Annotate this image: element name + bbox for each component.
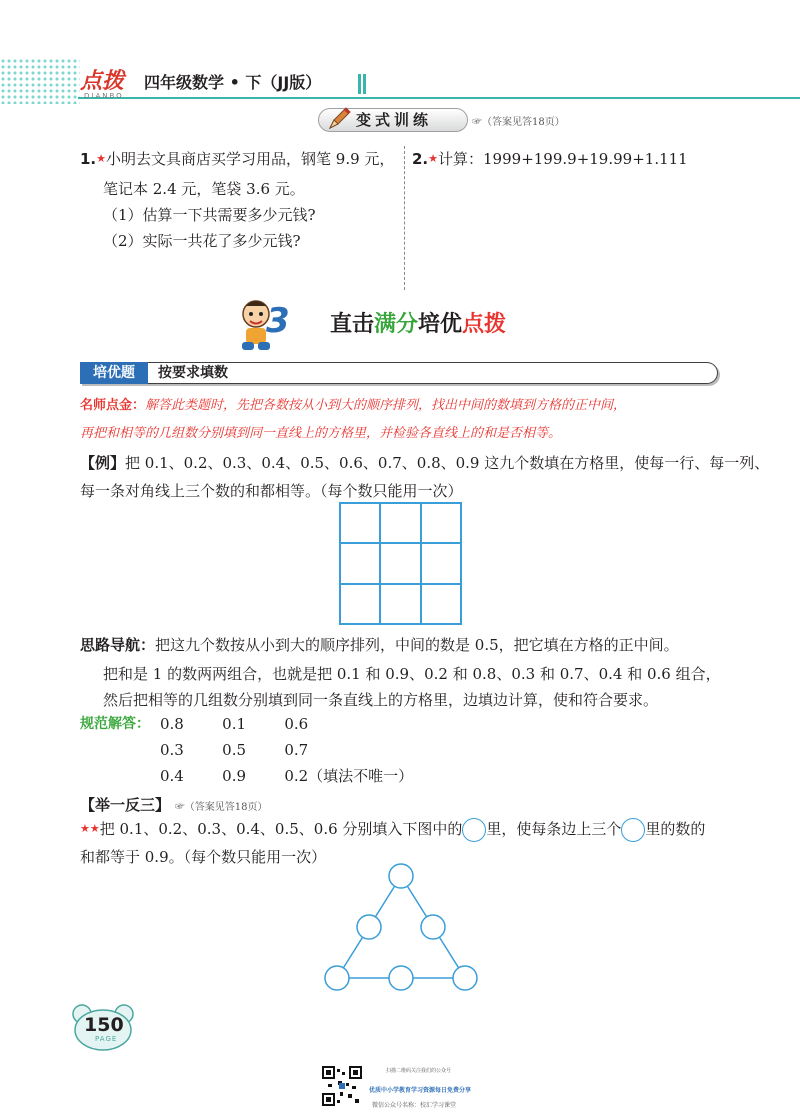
page-word: PAGE: [95, 1035, 118, 1043]
solution-row-3: 0.4 0.9 0.2（填法不唯一）: [160, 767, 414, 785]
question-1-line-2: 笔记本 2.4 元，笔袋 3.6 元。: [103, 180, 305, 198]
solution-row-2: 0.3 0.5 0.7: [160, 741, 309, 759]
star-icon: ★★: [80, 822, 100, 835]
publisher-logo: 点拨: [80, 68, 125, 94]
footer-line-2: 优质中小学教育学习资源每日免费分享: [369, 1087, 472, 1094]
example-text: 把 0.1、0.2、0.3、0.4、0.5、0.6、0.7、0.8、0.9 这九个数填在方格里，使每一行、每一列、: [125, 454, 770, 472]
star-icon: ★: [428, 152, 439, 165]
variant-training-title: 变式训练: [356, 111, 433, 129]
practice-question: [80, 814, 705, 844]
grid-cell: [380, 584, 420, 624]
thinking-line-3: 然后把相等的几组数分别填到同一条直线上的方格里，边填边计算，使和符合要求。: [103, 691, 659, 709]
question-2: [412, 144, 688, 174]
header-bars-decoration: [358, 74, 366, 94]
section-title-part: 点拨: [462, 312, 507, 337]
practice-text: 把 0.1、0.2、0.3、0.4、0.5、0.6 分别填入下图中的: [99, 820, 463, 838]
grid-cell: [340, 543, 380, 583]
circle-bottom-right: [453, 966, 477, 990]
qr-code-icon: [322, 1066, 362, 1106]
section-number: 3: [266, 301, 290, 341]
circle-bottom-left: [325, 966, 349, 990]
grid-cell: [380, 543, 420, 583]
grid-cell: [380, 503, 420, 543]
practice-question-line-2: 和都等于 0.9。（每个数只能用一次）: [80, 848, 327, 866]
practice-text: 里的数的: [645, 820, 706, 838]
teacher-tip-line-2: 再把和相等的几组数分别填到同一直线上的方格里，并检验各直线上的和是否相等。: [80, 426, 562, 441]
section-title-part: 满分: [374, 312, 419, 337]
practice-text: 里，使每条边上三个: [486, 820, 622, 838]
section-title-part: 培优: [418, 312, 463, 337]
page-number: 150: [84, 1014, 124, 1036]
solution-row-1: 0.8 0.1 0.6: [160, 715, 309, 733]
circle-right-mid: [421, 915, 445, 939]
book-title: 四年级数学 • 下（JJ版）: [144, 73, 322, 92]
topic-tag: 培优题: [80, 362, 148, 384]
tip-text: 解答此类题时，先把各数按从小到大的顺序排列，找出中间的数填到方格的正中间，: [145, 398, 627, 413]
pencil-icon: [326, 106, 352, 132]
grid-cell: [421, 503, 461, 543]
answer-reference: ☞（答案见答18页）: [174, 802, 268, 813]
grid-cell: [421, 543, 461, 583]
tip-label: 名师点金：: [80, 398, 146, 413]
grid-cell: [340, 584, 380, 624]
column-divider: [404, 146, 405, 290]
question-text: 计算：1999+199.9+19.99+1.111: [438, 150, 688, 168]
thinking-label: 思路导航：: [80, 636, 156, 654]
question-1: [80, 144, 394, 174]
footer-line-3: 微信公众号名称：校汇学习课堂: [372, 1102, 457, 1109]
star-icon: ★: [96, 152, 107, 165]
example-line-2: 每一条对角线上三个数的和都相等。（每个数只能用一次）: [80, 482, 463, 500]
triangle-diagram: [320, 862, 482, 994]
circle-left-mid: [357, 915, 381, 939]
solution-label: 规范解答：: [80, 716, 150, 732]
question-number: 1.: [80, 150, 97, 168]
practice-label: 【举一反三】: [80, 796, 171, 814]
question-number: 2.: [412, 150, 429, 168]
circle-top: [389, 864, 413, 888]
publisher-logo-sub: DIANBO: [84, 92, 124, 100]
thinking-text: 把这九个数按从小到大的顺序排列，中间的数是 0.5，把它填在方格的正中间。: [155, 636, 679, 654]
circle-bottom-mid: [389, 966, 413, 990]
header-rule: [78, 97, 800, 99]
magic-square-grid: [339, 502, 462, 625]
teacher-tip: [80, 392, 626, 420]
question-text: 小明去文具商店买学习用品，钢笔 9.9 元，: [106, 150, 395, 168]
thinking-guide: [80, 630, 679, 660]
answer-reference: ☞（答案见答18页）: [472, 117, 565, 128]
example-label: 【例】: [80, 454, 126, 472]
header-dot-pattern: [0, 58, 80, 104]
circle-icon: [462, 818, 486, 842]
question-1-sub-1: （1）估算一下共需要多少元钱?: [103, 206, 316, 224]
topic-title: 按要求填数: [158, 365, 228, 381]
thinking-line-2: 把和是 1 的数两两组合，也就是把 0.1 和 0.9、0.2 和 0.8、0.3 和 0.7、0.4 和 0.6 组合，: [103, 665, 721, 683]
grid-cell: [340, 503, 380, 543]
section-title: [330, 310, 506, 340]
question-1-sub-2: （2）实际一共花了多少元钱?: [103, 232, 301, 250]
section-title-part: 直击: [330, 312, 375, 337]
footer-line-1: 扫描二维码关注我们的公众号: [386, 1068, 452, 1074]
example: [80, 448, 769, 478]
circle-icon: [621, 818, 645, 842]
grid-cell: [421, 584, 461, 624]
